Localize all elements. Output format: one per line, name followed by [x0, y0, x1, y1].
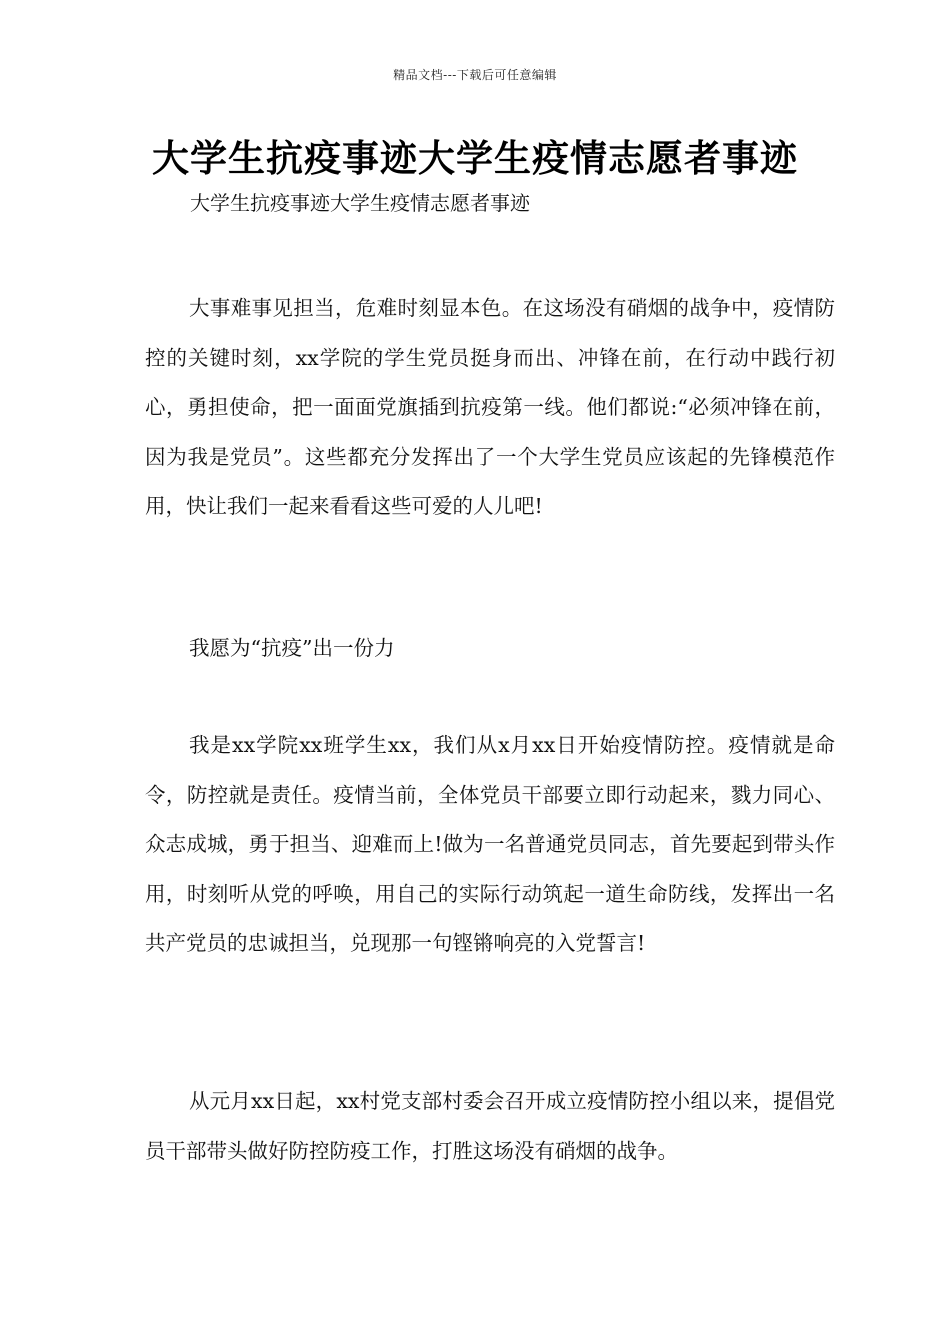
section-heading: 我愿为“抗疫”出一份力: [189, 636, 395, 660]
document-title: 大学生抗疫事迹大学生疫情志愿者事迹: [152, 136, 798, 180]
header-note: 精品文档---下载后可任意编辑: [393, 68, 557, 82]
paragraph-village: 从元月xx日起，xx村党支部村委会召开成立疫情防控小组以来，提倡党员干部带头做好防控防疫工作，打胜这场没有硝烟的战争。: [145, 1089, 835, 1163]
paragraph-intro: 大事难事见担当，危难时刻显本色。在这场没有硝烟的战争中，疫情防控的关键时刻，xx学院的学生党员挺身而出、冲锋在前，在行动中践行初心，勇担使命，把一面面党旗插到抗疫第一线。他们都说:“必须冲锋在前，因为我是党员”。这些都充分发挥出了一个大学生党员应该起的先锋模范作用，快让我们一起来看看这些可爱的人儿吧!: [145, 296, 835, 518]
document-subtitle: 大学生抗疫事迹大学生疫情志愿者事迹: [190, 191, 530, 215]
paragraph-story: 我是xx学院xx班学生xx，我们从x月xx日开始疫情防控。疫情就是命令，防控就是责任。疫情当前，全体党员干部要立即行动起来，戮力同心、众志成城，勇于担当、迎难而上!做为一名普通党员同志，首先要起到带头作用，时刻听从党的呼唤，用自己的实际行动筑起一道生命防线，发挥出一名共产党员的忠诚担当，兑现那一句铿锵响亮的入党誓言!: [145, 733, 835, 955]
